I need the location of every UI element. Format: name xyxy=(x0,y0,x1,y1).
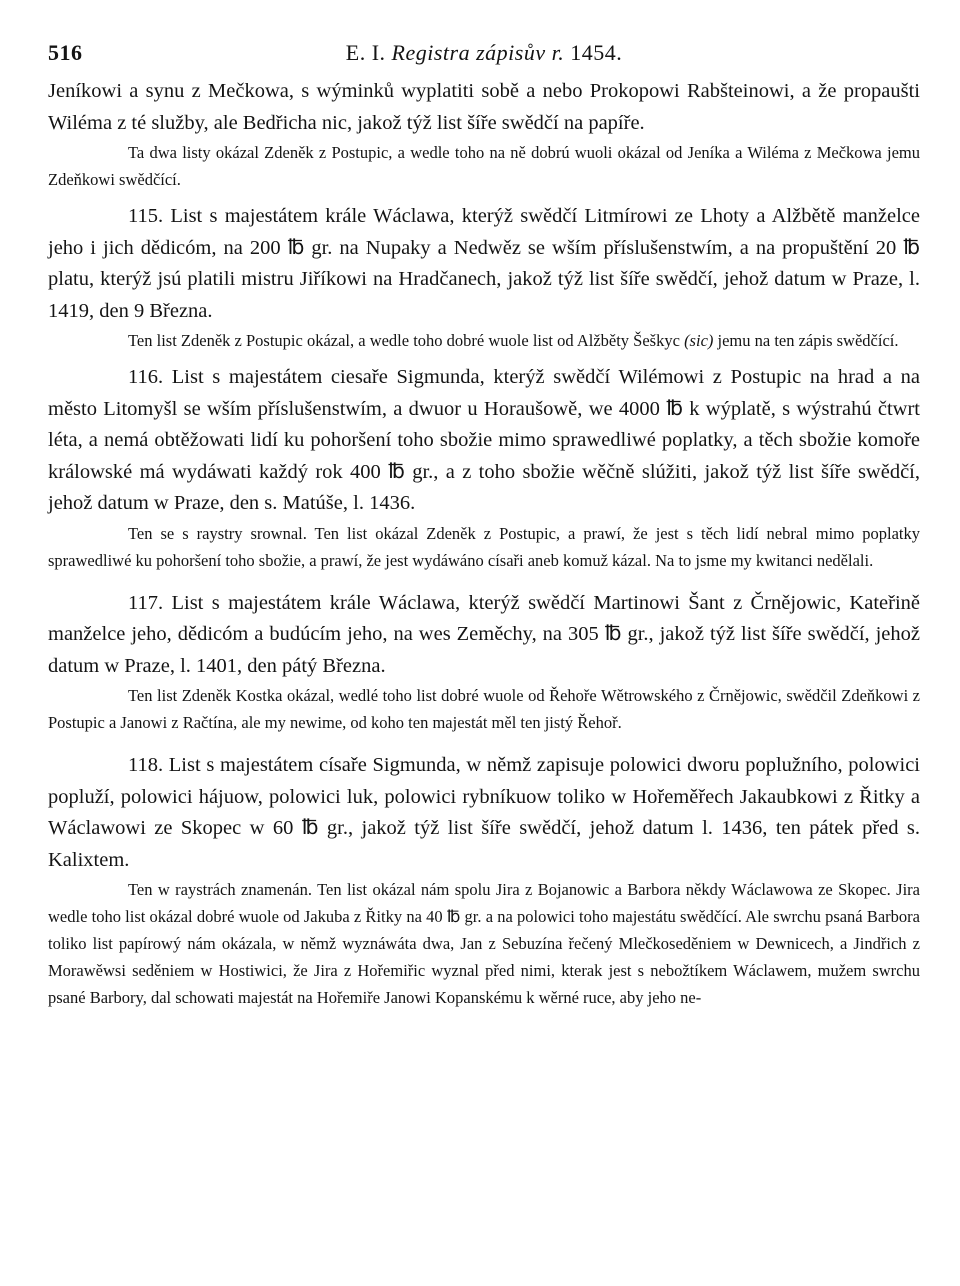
running-head xyxy=(48,40,920,66)
paragraph: Jeníkowi a synu z Mečkowa, s wýminků wyplatiti sobě a nebo Prokopowi Rabšteinowi, a že propaušti Wiléma z té služby, ale Bedřicha nic, jakož týž list šíře swědčí na papíře. xyxy=(48,80,920,134)
spacer xyxy=(48,574,920,588)
running-head-prefix: E. I. xyxy=(345,40,386,65)
entry-117: 117. List s majestátem krále Wáclawa, kterýž swědčí Martinowi Šant z Črnějowic, Kateřině manželce jeho, dědicóm a budúcím jeho, na wes Zeměchy, na 305 ℔ gr., jakož týž list šíře swědčí, jehož datum w Praze, l. 1401, den pátý Března. xyxy=(48,591,920,677)
note-paragraph: Ten w raystrách znamenán. Ten list okázal nám spolu Jira z Bojanowic a Barbora někdy Wáclawowa ze Skopec. Jira wedle toho list okázal dobré wuole od Jakuba z Řitky na 40 ℔ gr. a na polowici toho majestátu swědčící. Ale swrchu psaná Barbora toliko list papírowý nám okázala, w němž wyznáwáta dwa, Jan z Sebuzína řečený Mlečkoseděniem w Dewnicech, a Jindřich z Morawěwsi seděniem w Hostiwici, že Jira z Hořemiřic wyznal před nimi, kterak jest s nebožtíkem Wáclawem, mužem swrchu psané Barbory, dal schowati majestát na Hořemiře Janowi Kopanskému k wěrné ruce, aby jeho ne- xyxy=(48,880,920,1007)
entry-116: 116. List s majestátem ciesaře Sigmunda, kterýž swědčí Wilémowi z Postupic na hrad a na město Litomyšl se wším příslušenstwím, a dwuor u Horaušowě, we 4000 ℔ k wýplatě, s wýstrahú čtwrt léta, a nemá obtěžowati lidí ku pohoršení toho sbožie mimo sprawedliwé poplatky, a těch sbožie komoře králowské má wydáwati každý rok 400 ℔ gr., a z toho sbožie wěčně slúžiti, jakož týž list šíře swědčí, jehož datum w Praze, den s. Matúše, l. 1436. xyxy=(48,366,920,514)
body-text xyxy=(48,76,920,1011)
note-text: Ten list Zdeněk z Postupic okázal, a wedle toho dobré wuole list od Alžběty Šeškyc xyxy=(128,331,685,350)
spacer xyxy=(48,736,920,750)
note-paragraph: Ten list Zdeněk Kostka okázal, wedlé toho list dobré wuole od Řehoře Wětrowského z Črnějowic, swědčil Zdeňkowi z Postupic a Janowi z Račtína, ale my newime, od koho ten majestát měl ten jistý Řehoř. xyxy=(48,686,920,732)
running-head-year: 1454. xyxy=(570,40,623,65)
spacer xyxy=(48,354,920,362)
running-head-title: Registra zápisův r. xyxy=(391,40,565,65)
note-paragraph xyxy=(48,327,920,354)
spacer xyxy=(48,193,920,201)
note-paragraph: Ten se s raystry srownal. Ten list okázal Zdeněk z Postupic, a prawí, že jest s těch lidí nebral mimo poplatky sprawedliwé ku pohoršení toho sbožie, a prawí, že jest wydáwáno císaři aneb komuž kázal. Na to jsme my kwitanci nedělali. xyxy=(48,523,920,570)
entry-115: 115. List s majestátem krále Wáclawa, kterýž swědčí Litmírowi ze Lhoty a Alžbětě manželce jeho i jich dědicóm, na 200 ℔ gr. na Nupaky a Nedwěz se wším příslušenstwím, a na propuštění 20 ℔ platu, kterýž jsú platili mistru Jiříkowi na Hradčanech, jakož týž list šíře swědčí, jehož datum w Praze, l. 1419, den 9 Března. xyxy=(48,205,920,322)
entry-118: 118. List s majestátem císaře Sigmunda, w němž zapisuje polowici dworu poplužního, polowici popluží, polowici hájuow, polowici luk, polowici rybníkuow toliko w Hořeměřech Jakaubkowi z Řitky a Wáclawowi ze Skopec w 60 ℔ gr., jakož týž list šíře swědčí, jehož datum l. 1436, ten pátek před s. Kalixtem. xyxy=(48,754,920,871)
page-header xyxy=(48,40,920,76)
note-paragraph: Ta dwa listy okázal Zdeněk z Postupic, a wedle toho na ně dobrú wuoli okázal od Jeníka a Wiléma z Mečkowa jemu Zdeňkowi swědčící. xyxy=(48,143,920,189)
note-text: jemu na ten zápis swědčící. xyxy=(713,331,899,350)
page-number: 516 xyxy=(48,40,83,65)
document-page xyxy=(48,40,920,1011)
sic-mark: (sic) xyxy=(684,331,714,350)
